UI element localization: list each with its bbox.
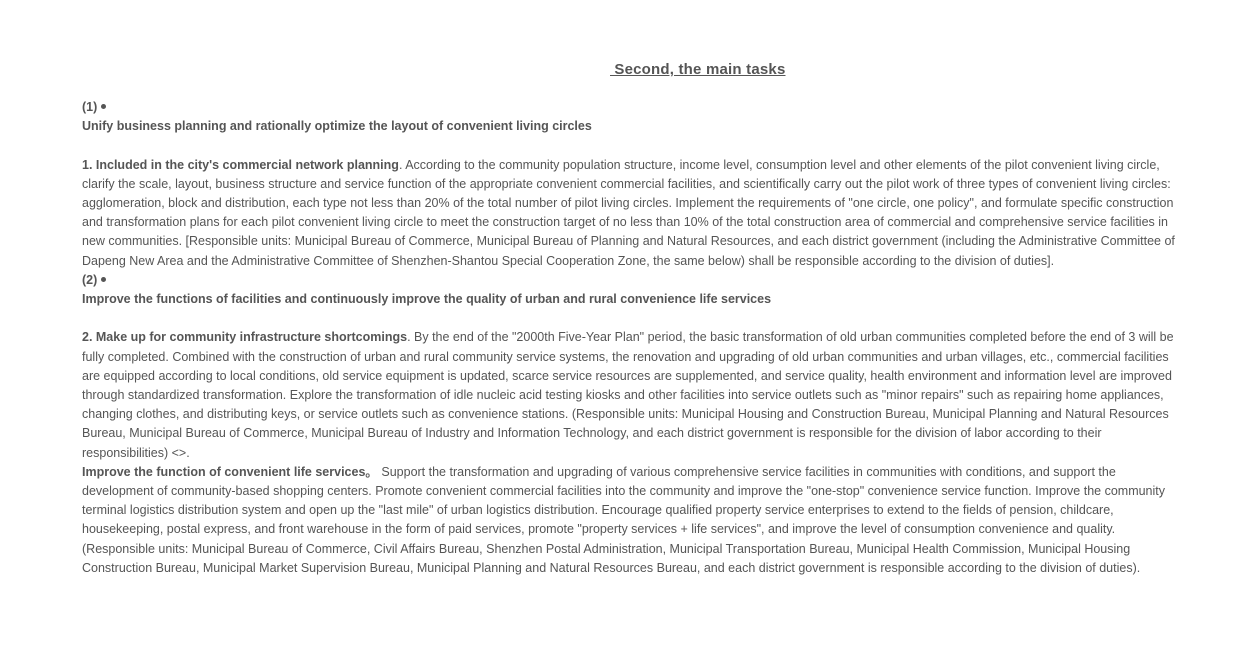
paragraph-text: . According to the community population structure, income level, consumption level and other elements of the pilot convenient living circle, clarify the scale, layout, business structure and service function of the appropriate convenient commercial facilities, and scientifically carry out the pilot work of three types of convenient living circles: agglomeration, block and distribution, each type not less than 20% of the total number of pilot living circles. Implement the requirements of "one circle, one policy", and formulate specific construction and transformation plans for each pilot convenient living circle to meet the construction target of no less than 10% of the total construction area of commercial and comprehensive service facilities in new communities. [Responsible units: Municipal Bureau of Commerce, Municipal Bureau of Planning and Natural Resources, and each district government (including the Administrative Committee of Dapeng New Area and the Administrative Committee of Shenzhen-Shantou Special Cooperation Zone, the same below) shall be responsible according to the division of duties]. <box>82 157 1175 268</box>
paragraph-text: . By the end of the "2000th Five-Year Plan" period, the basic transformation of old urban communities completed before the end of 3 will be fully completed. Combined with the construction of urban and rural community service systems, the renovation and upgrading of old urban communities and urban villages, etc., commercial facilities are equipped according to local conditions, old service equipment is updated, scarce service resources are supplemented, and service quality, health environment and information level are improved through standardized transformation. Explore the transformation of idle nucleic acid testing kiosks and other facilities into service outlets such as "minor repairs" such as repairing home appliances, changing clothes, and distributing keys, or service outlets such as convenience stations. (Responsible units: Municipal Housing and Construction Bureau, Municipal Planning and Natural Resources Bureau, Municipal Bureau of Commerce, Municipal Bureau of Industry and Information Technology, and each district government is responsible for the division of labor according to their responsibilities) <>. <box>82 330 1174 460</box>
paragraph-lead: Improve the function of convenient life services。 <box>82 464 378 479</box>
section-heading-2: Improve the functions of facilities and continuously improve the quality of urban and rural convenience life services <box>82 292 772 307</box>
section-paragraph-3 <box>82 463 1182 578</box>
paragraph-text: Support the transformation and upgrading of various comprehensive service facilities in communities with conditions, and support the development of community-based shopping centers. Promote convenient commercial facilities into the community and improve the "one-stop" convenience service function. Improve the community terminal logistics distribution system and open up the "last mile" of urban logistics distribution. Encourage qualified property service enterprises to extend to the fields of pension, childcare, housekeeping, postal express, and front warehouse in the form of paid services, promote "property services + life services", and improve the level of consumption convenience and quality. (Responsible units: Municipal Bureau of Commerce, Civil Affairs Bureau, Shenzhen Postal Administration, Municipal Transportation Bureau, Municipal Health Commission, Municipal Housing Construction Bureau, Municipal Market Supervision Bureau, Municipal Planning and Natural Resources Bureau, and each district government is responsible according to the division of duties). <box>82 464 1166 575</box>
document-body <box>82 98 1182 578</box>
bullet-icon <box>101 104 106 109</box>
paragraph-lead: 1. Included in the city's commercial network planning <box>82 157 399 172</box>
spacer <box>82 136 1182 155</box>
paragraph-lead: 2. Make up for community infrastructure shortcomings <box>82 330 408 345</box>
document-title: Second, the main tasks <box>610 61 786 78</box>
section-number: (1) <box>82 100 98 114</box>
spacer <box>82 309 1182 328</box>
section-marker-2 <box>82 271 1182 290</box>
section-number: (2) <box>82 272 98 287</box>
section-paragraph-2 <box>82 328 1182 462</box>
section-paragraph-1 <box>82 156 1182 271</box>
bullet-icon <box>101 277 106 282</box>
section-marker-1 <box>82 98 1182 117</box>
section-heading-1: Unify business planning and rationally optimize the layout of convenient living circles <box>82 119 592 134</box>
